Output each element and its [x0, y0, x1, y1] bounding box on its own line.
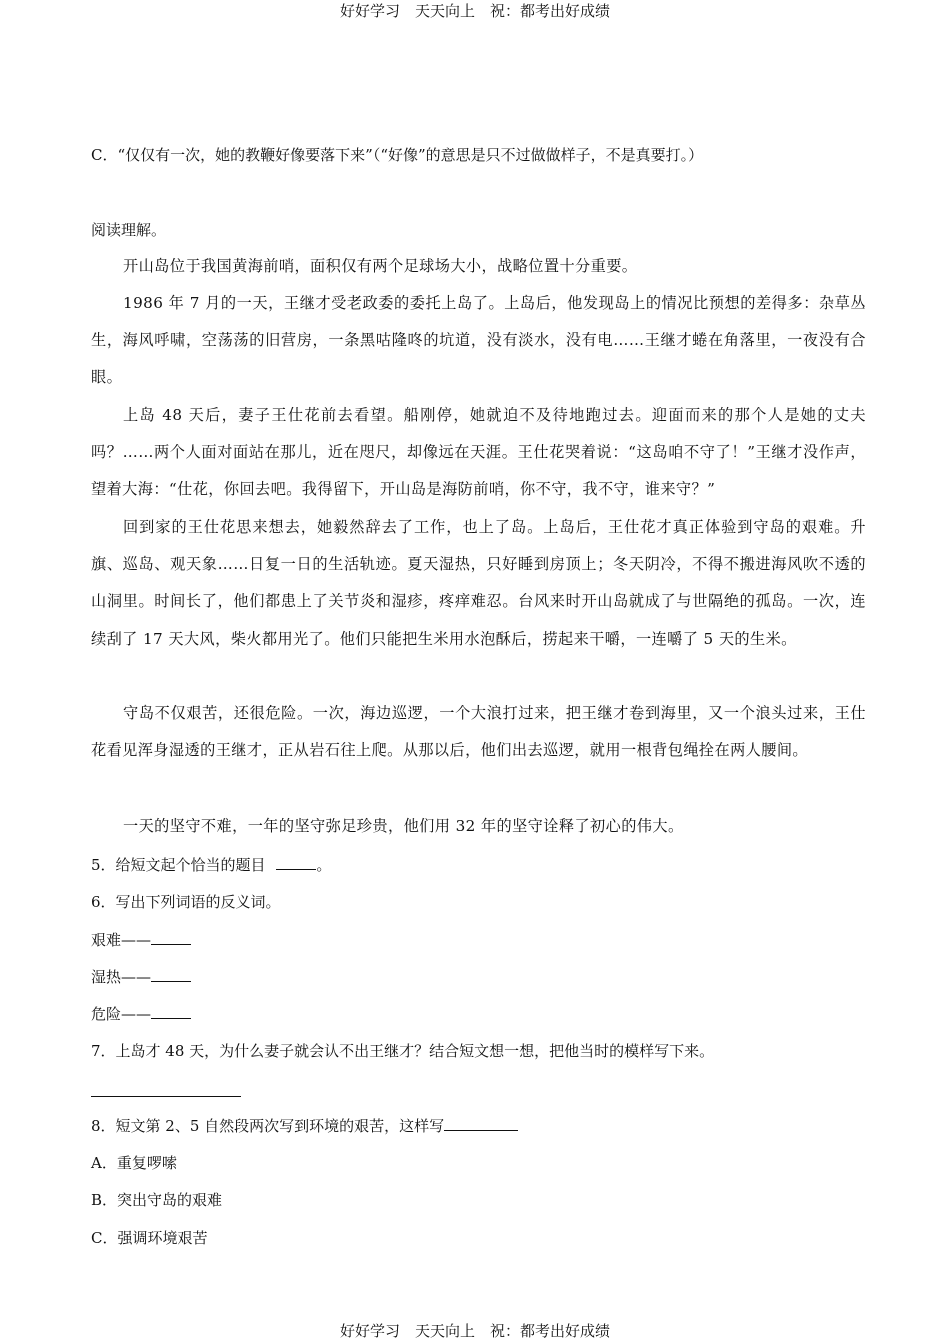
question-5: [91, 855, 331, 875]
question-8-answer-blank[interactable]: [444, 1116, 518, 1131]
question-8-option-a[interactable]: A．重复啰嗦: [91, 1154, 177, 1172]
question-6: 6．写出下列词语的反义词。: [91, 893, 281, 911]
antonym-item: [91, 930, 191, 950]
question-5-answer-blank[interactable]: [276, 855, 316, 870]
passage-paragraph-5: 守岛不仅艰苦，还很危险。一次，海边巡逻，一个大浪打过来，把王继才卷到海里，又一个浪头过来，王仕花看见浑身湿透的王继才，正从岩石往上爬。从那以后，他们出去巡逻，就用一根背包绳拴在两人腰间。: [91, 704, 866, 760]
previous-option-c: C．“仅仅有一次，她的教鞭好像要落下来”（“好像”的意思是只不过做做样子，不是真要打。）: [91, 146, 704, 164]
section-title: 阅读理解。: [91, 221, 167, 239]
passage-paragraph-1: 开山岛位于我国黄海前哨，面积仅有两个足球场大小，战略位置十分重要。: [123, 257, 638, 275]
question-8-text: 8．短文第 2、5 自然段两次写到环境的艰苦，这样写: [91, 1117, 445, 1135]
antonym-item: [91, 967, 191, 987]
question-8: [91, 1116, 518, 1136]
question-8-option-b[interactable]: B．突出守岛的艰难: [91, 1191, 223, 1209]
passage-paragraph-2: 1986 年 7 月的一天，王继才受老政委的委托上岛了。上岛后，他发现岛上的情况比预想的差得多：杂草丛生，海风呼啸，空荡荡的旧营房，一条黑咕隆咚的坑道，没有淡水，没有电……王继才蜷在角落里，一夜没有合眼。: [91, 294, 866, 387]
passage-paragraph-3: 上岛 48 天后，妻子王仕花前去看望。船刚停，她就迫不及待地跑过去。迎面而来的那个人是她的丈夫吗？……两个人面对面站在那儿，近在咫尺，却像远在天涯。王仕花哭着说：“这岛咱不守了！”王继才没作声，望着大海：“仕花，你回去吧。我得留下，开山岛是海防前哨，你不守，我不守，谁来守？”: [91, 406, 866, 499]
antonym-word: 湿热——: [91, 968, 152, 986]
question-5-text: 5．给短文起个恰当的题目: [91, 856, 266, 874]
passage-paragraph-6: 一天的坚守不难，一年的坚守弥足珍贵，他们用 32 年的坚守诠释了初心的伟大。: [123, 817, 684, 835]
page-header: 好好学习 天天向上 祝：都考出好成绩: [339, 2, 610, 20]
antonym-word: 艰难——: [91, 931, 152, 949]
antonym-item: [91, 1004, 191, 1024]
passage-paragraph-4: 回到家的王仕花思来想去，她毅然辞去了工作，也上了岛。上岛后，王仕花才真正体验到守岛的艰难。升旗、巡岛、观天象……日复一日的生活轨迹。夏天湿热，只好睡到房顶上；冬天阴冷，不得不搬进海风吹不透的山洞里。时间长了，他们都患上了关节炎和湿疹，疼痒难忍。台风来时开山岛就成了与世隔绝的孤岛。一次，连续刮了 17 天大风，柴火都用光了。他们只能把生米用水泡酥后，捞起来干嚼，一连嚼了 5 天的生米。: [91, 518, 866, 648]
question-7: 7．上岛才 48 天，为什么妻子就会认不出王继才？结合短文想一想，把他当时的模样写下来。: [91, 1042, 715, 1060]
question-5-suffix: 。: [316, 856, 332, 874]
question-8-option-c[interactable]: C．强调环境艰苦: [91, 1229, 208, 1247]
antonym-answer-blank[interactable]: [151, 1004, 191, 1019]
question-7-answer-line[interactable]: [91, 1096, 241, 1097]
antonym-answer-blank[interactable]: [151, 930, 191, 945]
page-footer: 好好学习 天天向上 祝：都考出好成绩: [339, 1322, 610, 1340]
antonym-word: 危险——: [91, 1005, 152, 1023]
antonym-answer-blank[interactable]: [151, 967, 191, 982]
